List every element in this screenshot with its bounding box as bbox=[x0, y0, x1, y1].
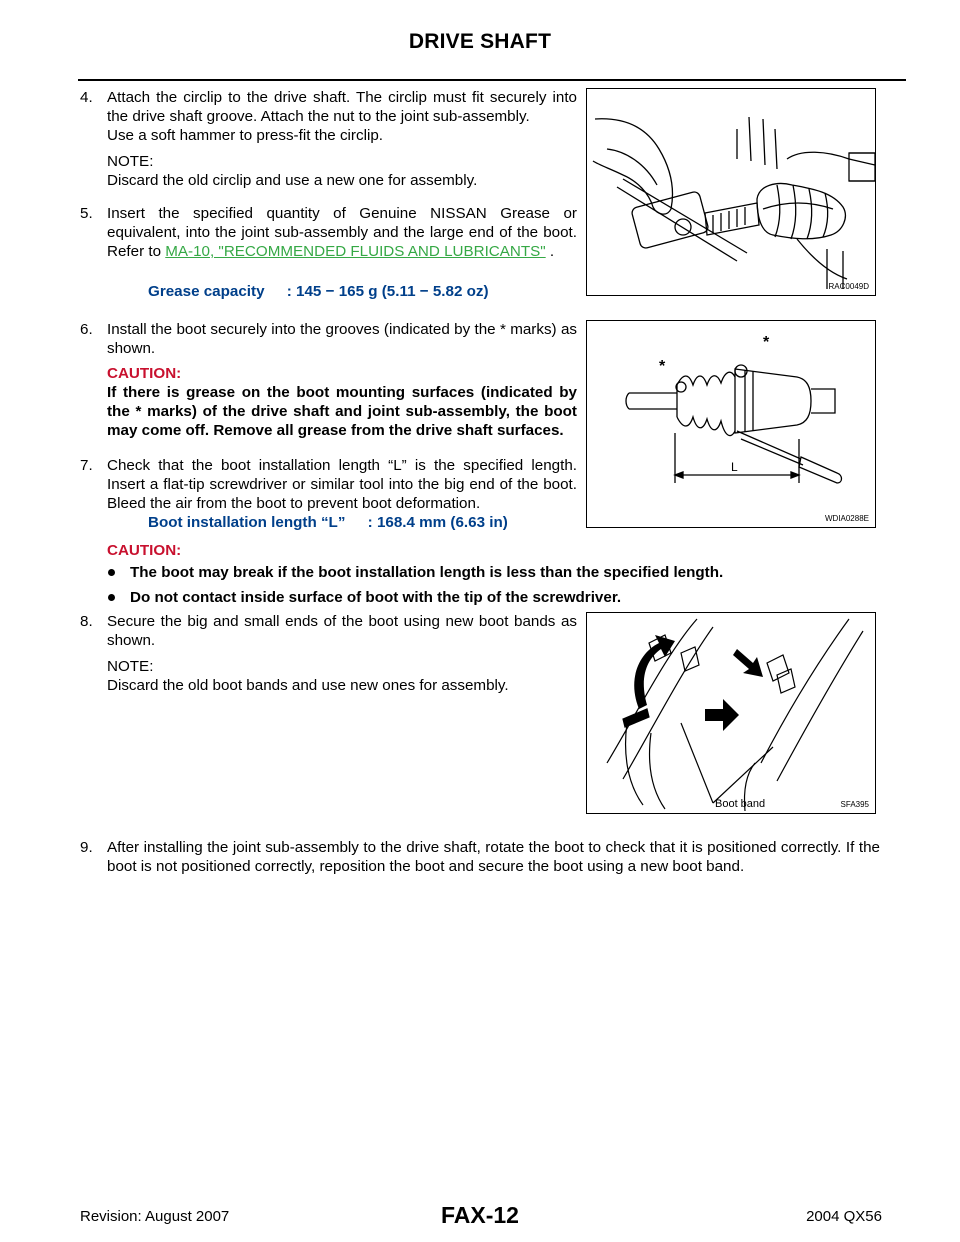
step-text: After installing the joint sub-assembly to the drive shaft, rotate the boot to check that it is positioned correctly. If the boot is not positioned correctly, reposition the boot and secure the boot using a new boot band. bbox=[107, 839, 880, 875]
star-mark-left: * bbox=[659, 358, 666, 375]
caution-label: CAUTION: bbox=[107, 365, 182, 382]
step-number: 7. bbox=[80, 457, 93, 474]
note-text: Discard the old boot bands and use new ones for assembly. bbox=[107, 677, 509, 694]
step-text: Attach the circlip to the drive shaft. The circlip must fit securely into the drive shaft groove. Attach the nut to the joint sub-assembly. bbox=[107, 89, 577, 125]
dimension-l-label: L bbox=[731, 460, 738, 474]
boot-band-illustration bbox=[587, 613, 875, 813]
note-text: Discard the old circlip and use a new one for assembly. bbox=[107, 172, 478, 189]
spec-label: Grease capacity bbox=[148, 283, 265, 300]
step-text: Secure the big and small ends of the boot using new boot bands as shown. bbox=[107, 613, 577, 649]
boot-band-label: Boot band bbox=[715, 798, 766, 810]
step-6 bbox=[80, 320, 577, 440]
circlip-illustration bbox=[587, 89, 875, 295]
step-7 bbox=[80, 456, 577, 513]
note-label: NOTE: bbox=[107, 153, 154, 170]
step-8 bbox=[80, 612, 577, 695]
bullet-text: Do not contact inside surface of boot with the tip of the screwdriver. bbox=[130, 589, 622, 606]
caution-label: CAUTION: bbox=[107, 542, 182, 559]
figure-code: RAC0049D bbox=[828, 282, 869, 291]
grease-capacity-spec bbox=[148, 283, 489, 300]
bullet-text: The boot may break if the boot installation length is less than the specified length. bbox=[130, 564, 724, 581]
step-text bbox=[107, 204, 577, 261]
figure-code: SFA395 bbox=[840, 800, 869, 809]
caution-bullet bbox=[107, 563, 907, 582]
ma-10-link[interactable]: MA-10, "RECOMMENDED FLUIDS AND LUBRICANTS" bbox=[165, 243, 546, 260]
star-mark-right: * bbox=[763, 334, 770, 351]
step-number: 6. bbox=[80, 321, 93, 338]
figure-boot-length bbox=[586, 320, 876, 528]
bullet-dot bbox=[108, 569, 115, 576]
step-9 bbox=[80, 838, 880, 876]
revision-date: Revision: August 2007 bbox=[80, 1208, 230, 1225]
caution-text: If there is grease on the boot mounting surfaces (indicated by the * marks) of the drive shaft and joint sub-assembly, the boot may come off. Remove all grease from the drive shaft surfaces. bbox=[107, 384, 577, 439]
caution-bullet bbox=[107, 588, 907, 607]
step-number: 4. bbox=[80, 89, 93, 106]
step-number: 9. bbox=[80, 839, 93, 856]
boot-length-illustration bbox=[587, 321, 875, 527]
step-number: 8. bbox=[80, 613, 93, 630]
step-7-caution bbox=[107, 541, 907, 607]
bullet-dot bbox=[108, 594, 115, 601]
step-text-end: . bbox=[549, 243, 555, 260]
header-rule bbox=[78, 79, 906, 81]
figure-code: WDIA0288E bbox=[824, 514, 869, 523]
step-number: 5. bbox=[80, 205, 93, 222]
note-label: NOTE: bbox=[107, 658, 154, 675]
figure-boot-band bbox=[586, 612, 876, 814]
spec-value: : 145 − 165 g (5.11 − 5.82 oz) bbox=[286, 283, 489, 300]
step-4 bbox=[80, 88, 577, 190]
figure-circlip bbox=[586, 88, 876, 296]
model-year: 2004 QX56 bbox=[806, 1208, 882, 1225]
step-text: Check that the boot installation length “L” is the specified length. Insert a flat-tip screwdriver or similar tool into the big end of the boot. Bleed the air from the boot to prevent boot deformation. bbox=[107, 457, 577, 512]
page-number: FAX-12 bbox=[441, 1202, 519, 1228]
page-title: DRIVE SHAFT bbox=[408, 30, 552, 53]
spec-value: : 168.4 mm (6.63 in) bbox=[367, 514, 508, 531]
step-text-main: Insert the specified quantity of Genuine NISSAN Grease or equivalent, into the joint sub-assembly and the large end of the boot. Refer to bbox=[107, 205, 577, 260]
boot-length-spec bbox=[148, 514, 508, 531]
step-text: Install the boot securely into the grooves (indicated by the * marks) as shown. bbox=[107, 321, 577, 357]
spec-label: Boot installation length “L” bbox=[148, 514, 346, 531]
step-5 bbox=[80, 204, 577, 261]
step-text-2: Use a soft hammer to press-fit the circlip. bbox=[107, 127, 383, 144]
